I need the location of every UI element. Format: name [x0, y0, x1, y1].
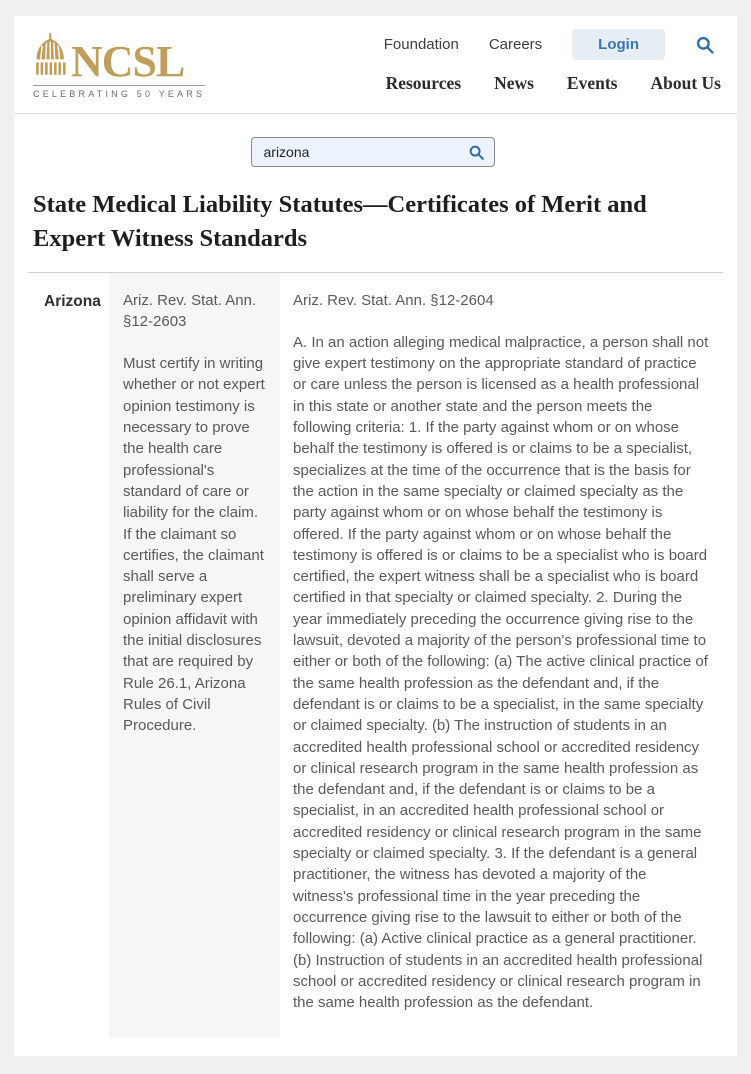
- certificate-citation: Ariz. Rev. Stat. Ann. §12-2603: [123, 291, 257, 330]
- expert-witness-cell: [280, 273, 723, 1038]
- expert-text: A. In an action alleging medical malpractice, a person shall not give expert testimony on the appropriate standard of practice or care unless the person is licensed as a health professional in this state or another state and the person meets the following criteria: 1. If the party against whom or on whose behalf the testimony is offered is or claims to be a specialist, specializes at the time of the occurrence that is the basis for the action in the same specialty or claimed specialty as the party against whom or on whose behalf the testimony is offered. If the party against whom or on whose behalf the testimony is offered is or claims to be a specialist who is board certified, the expert witness shall be a specialist who is board certified in that specialty or claimed specialty. 2. During the year immediately preceding the occurrence giving rise to the lawsuit, devoted a majority of the person's professional time to either or both of the following: (a) The active clinical practice of the same health profession as the defendant and, if the defendant is or claims to be a specialist, in the same specialty or claimed specialty. (b) The instruction of students in an accredited health professional school or accredited residency or clinical research program in the same health profession as the defendant and, if the defendant is or claims to be a specialist, in an accredited health professional school or accredited residency or clinical research program in the same specialty or claimed specialty. 3. If the defendant is a general practitioner, the witness has devoted a majority of the witness's professional time in the year preceding the occurrence giving rise to the lawsuit to either or both of the following: (a) Active clinical practice as a general practitioner. (b) Instruction of students in an accredited health professional school or accredited residency or clinical research program in the same health profession as the defendant.: [293, 333, 709, 1012]
- state-cell: Arizona: [44, 292, 101, 310]
- header-nav-area: [384, 28, 723, 94]
- search-input[interactable]: [264, 144, 468, 160]
- nav-item-resources[interactable]: Resources: [385, 73, 462, 93]
- nav-item-about-us[interactable]: About Us: [650, 73, 721, 93]
- nav-item-foundation[interactable]: Foundation: [383, 36, 459, 53]
- ncsl-logo[interactable]: [33, 28, 205, 99]
- main-nav: [386, 73, 723, 94]
- certificate-text: Must certify in writing whether or not expert opinion testimony is necessary to prove the health care professional's standard of care or liability for the claim. If the claimant so certifies, the claimant shall serve a preliminary expert opinion affidavit with the initial disclosures that are required by Rule 26.1, Arizona Rules of Civil Procedure.: [123, 355, 265, 735]
- brand-tagline: CELEBRATING 50 YEARS: [33, 85, 205, 99]
- logo-lockup: [33, 32, 205, 86]
- expert-citation: Ariz. Rev. Stat. Ann. §12-2604: [293, 291, 494, 309]
- nav-item-news[interactable]: News: [494, 73, 534, 93]
- utility-nav: [384, 29, 723, 60]
- search-submit-icon[interactable]: [468, 144, 485, 161]
- capitol-dome-icon: [33, 32, 67, 82]
- page-title: State Medical Liability Statutes—Certificates of Merit and Expert Witness Standards: [33, 191, 647, 252]
- page-card: [14, 16, 737, 1056]
- search-section: [14, 114, 737, 167]
- nav-item-events[interactable]: Events: [566, 73, 618, 93]
- certificate-cell: [109, 273, 280, 1038]
- card-bottom-padding: [14, 1037, 737, 1056]
- statutes-table: [28, 273, 723, 1038]
- nav-item-careers[interactable]: Careers: [488, 36, 543, 53]
- header-search-icon[interactable]: [695, 35, 715, 55]
- site-header: [14, 16, 737, 114]
- search-box: [251, 137, 495, 167]
- brand-name: NCSL: [71, 36, 185, 86]
- login-button[interactable]: Login: [572, 29, 665, 60]
